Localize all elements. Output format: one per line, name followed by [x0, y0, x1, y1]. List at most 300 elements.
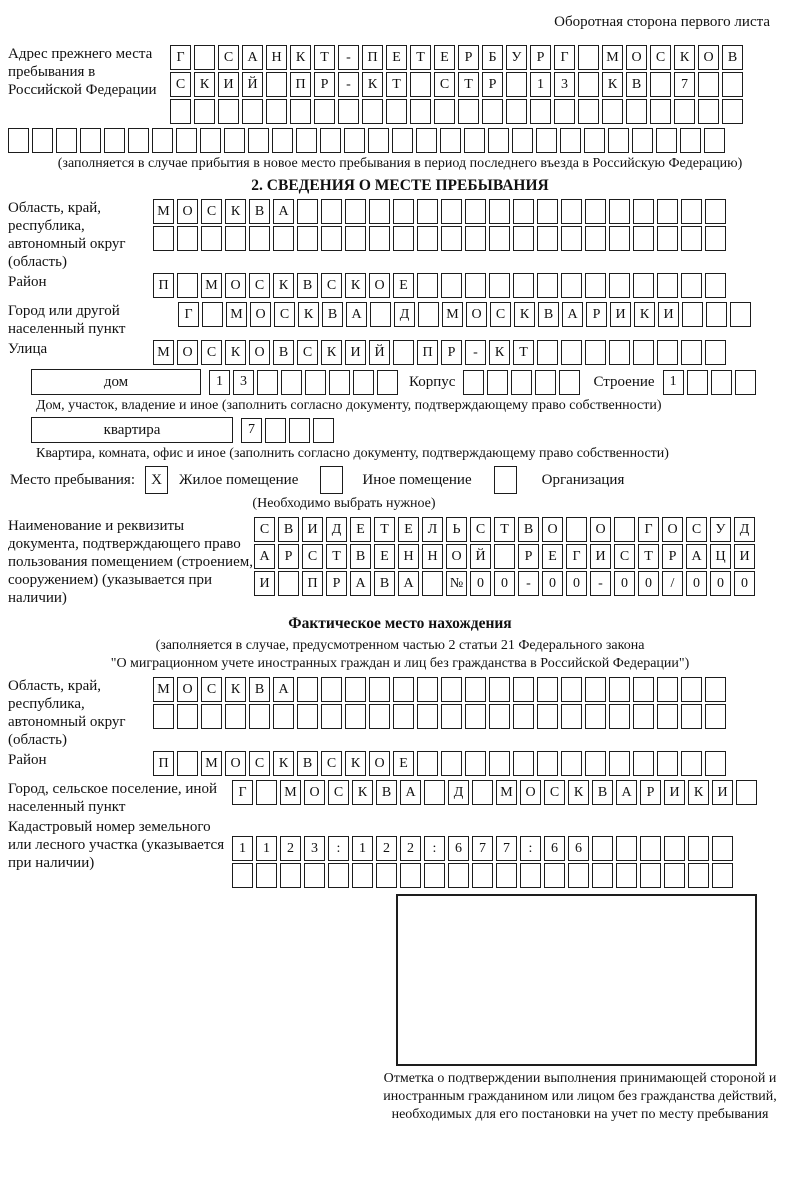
char-box: [296, 128, 317, 153]
char-box: [609, 273, 630, 298]
char-box: :: [520, 836, 541, 861]
char-box: С: [544, 780, 565, 805]
char-box: [321, 677, 342, 702]
char-box: В: [376, 780, 397, 805]
char-box: К: [489, 340, 510, 365]
char-box: С: [201, 340, 222, 365]
char-box: 1: [663, 370, 684, 395]
char-box: 1: [256, 836, 277, 861]
char-box: [614, 517, 635, 542]
char-box: 3: [554, 72, 575, 97]
actual-city-field: [8, 780, 792, 816]
section3-title: Фактическое место нахождения: [288, 615, 512, 632]
char-box: [376, 863, 397, 888]
char-box: Н: [398, 544, 419, 569]
char-box: М: [153, 340, 174, 365]
char-box: [249, 704, 270, 729]
char-box: Р: [326, 571, 347, 596]
char-box: В: [249, 677, 270, 702]
char-box: [434, 99, 455, 124]
char-box: [202, 302, 223, 327]
char-box: Р: [586, 302, 607, 327]
char-box: Т: [458, 72, 479, 97]
char-box: С: [434, 72, 455, 97]
char-box: [681, 199, 702, 224]
char-box: В: [278, 517, 299, 542]
char-box: Н: [266, 45, 287, 70]
section3-note-line1: (заполняется в случае, предусмотренном частью 2 статьи 21 Федерального закона: [155, 638, 645, 653]
char-box: О: [177, 199, 198, 224]
char-box: [370, 302, 391, 327]
char-box: -: [338, 45, 359, 70]
char-box: С: [614, 544, 635, 569]
char-box: Т: [638, 544, 659, 569]
char-box: У: [710, 517, 731, 542]
char-box: А: [254, 544, 275, 569]
stay-type-label: Место пребывания:: [10, 472, 135, 488]
char-box: [609, 704, 630, 729]
char-box: [632, 128, 653, 153]
char-box: Р: [482, 72, 503, 97]
stay-type-row: [10, 466, 792, 494]
char-box: [393, 199, 414, 224]
char-box: /: [662, 571, 683, 596]
region-field: [8, 199, 792, 271]
char-box: Т: [374, 517, 395, 542]
char-box: [584, 128, 605, 153]
char-box: [674, 99, 695, 124]
char-box: О: [369, 273, 390, 298]
char-box: [530, 99, 551, 124]
char-box: [465, 199, 486, 224]
char-box: [393, 226, 414, 251]
char-box: [656, 128, 677, 153]
korpus-label: Корпус: [409, 374, 456, 390]
cadastral-field: [8, 818, 792, 890]
char-box: И: [345, 340, 366, 365]
char-box: №: [446, 571, 467, 596]
actual-region-row-2: [153, 704, 729, 729]
char-box: И: [302, 517, 323, 542]
document-field: [8, 517, 792, 607]
char-box: [633, 677, 654, 702]
prev-address-row-4: [8, 128, 792, 153]
stay-type-note: (Необходимо выбрать нужное): [252, 496, 436, 511]
char-box: В: [722, 45, 743, 70]
char-box: [578, 45, 599, 70]
char-box: [56, 128, 77, 153]
prev-address-field: [8, 45, 792, 126]
char-box: [687, 370, 708, 395]
char-box: [305, 370, 326, 395]
char-box: [362, 99, 383, 124]
char-box: 3: [304, 836, 325, 861]
char-box: [345, 199, 366, 224]
house-row: [31, 369, 792, 395]
char-box: [496, 863, 517, 888]
char-box: [448, 863, 469, 888]
char-box: [472, 863, 493, 888]
char-box: 1: [530, 72, 551, 97]
char-box: А: [398, 571, 419, 596]
char-box: [463, 370, 484, 395]
char-box: [513, 677, 534, 702]
char-box: К: [225, 340, 246, 365]
char-box: Е: [350, 517, 371, 542]
char-box: [626, 99, 647, 124]
char-box: [559, 370, 580, 395]
char-box: [369, 704, 390, 729]
char-box: И: [734, 544, 755, 569]
char-box: :: [328, 836, 349, 861]
char-box: [640, 863, 661, 888]
char-box: [489, 226, 510, 251]
char-box: [535, 370, 556, 395]
char-box: -: [338, 72, 359, 97]
char-box: [712, 836, 733, 861]
confirmation-stamp-note: Отметка о подтверждении выполнения принимающей стороной и иностранным гражданином или лицом без гражданства действий, необходимых для его постановки на учет по месту пребывания: [383, 1071, 777, 1122]
char-box: [536, 128, 557, 153]
char-box: [616, 863, 637, 888]
char-box: [424, 863, 445, 888]
char-box: [410, 72, 431, 97]
char-box: -: [465, 340, 486, 365]
char-box: В: [249, 199, 270, 224]
char-box: Е: [542, 544, 563, 569]
char-box: [722, 99, 743, 124]
char-box: [393, 677, 414, 702]
char-box: [561, 226, 582, 251]
char-box: [417, 704, 438, 729]
char-box: С: [490, 302, 511, 327]
char-box: [201, 226, 222, 251]
char-box: Т: [513, 340, 534, 365]
region-row-1: [153, 199, 729, 224]
char-box: [289, 418, 310, 443]
char-box: [585, 677, 606, 702]
char-box: [711, 370, 732, 395]
char-box: [278, 571, 299, 596]
char-box: М: [153, 677, 174, 702]
char-box: [633, 704, 654, 729]
char-box: 0: [614, 571, 635, 596]
stroenie-cells: [663, 370, 759, 395]
char-box: [489, 199, 510, 224]
document-label: Наименование и реквизиты документа, подтверждающего право пользования помещением (строением, сооружением) (указывается при наличии): [8, 518, 253, 606]
char-box: [314, 99, 335, 124]
char-box: О: [304, 780, 325, 805]
char-box: [320, 128, 341, 153]
char-box: [313, 418, 334, 443]
char-box: [506, 72, 527, 97]
char-box: [488, 128, 509, 153]
char-box: П: [153, 751, 174, 776]
char-box: 7: [674, 72, 695, 97]
char-box: [506, 99, 527, 124]
actual-region-field: [8, 677, 792, 749]
char-box: Е: [434, 45, 455, 70]
char-box: [232, 863, 253, 888]
char-box: [657, 340, 678, 365]
char-box: [194, 45, 215, 70]
page-header-note: Оборотная сторона первого листа: [554, 14, 770, 30]
char-box: [256, 780, 277, 805]
char-box: О: [250, 302, 271, 327]
char-box: К: [674, 45, 695, 70]
char-box: [417, 273, 438, 298]
char-box: [568, 863, 589, 888]
char-box: Р: [441, 340, 462, 365]
char-box: С: [201, 199, 222, 224]
char-box: [494, 544, 515, 569]
char-box: И: [658, 302, 679, 327]
char-box: М: [201, 273, 222, 298]
char-box: :: [424, 836, 445, 861]
char-box: [705, 199, 726, 224]
char-box: В: [297, 751, 318, 776]
char-box: [416, 128, 437, 153]
actual-district-field: [8, 751, 792, 778]
char-box: [257, 370, 278, 395]
char-box: [513, 704, 534, 729]
char-box: В: [297, 273, 318, 298]
char-box: [273, 226, 294, 251]
char-box: [513, 751, 534, 776]
char-box: С: [321, 751, 342, 776]
char-box: 0: [710, 571, 731, 596]
char-box: [321, 199, 342, 224]
char-box: [128, 128, 149, 153]
char-box: [345, 704, 366, 729]
prev-address-row-3: [170, 99, 746, 124]
char-box: [585, 340, 606, 365]
char-box: [609, 226, 630, 251]
char-box: [585, 199, 606, 224]
char-box: Ь: [446, 517, 467, 542]
char-box: [369, 199, 390, 224]
district-field: [8, 273, 792, 300]
char-box: [417, 677, 438, 702]
char-box: [657, 273, 678, 298]
char-box: К: [225, 677, 246, 702]
apartment-cells: [241, 418, 337, 443]
district-label: Район: [8, 274, 47, 290]
char-box: Д: [394, 302, 415, 327]
char-box: П: [362, 45, 383, 70]
char-box: [369, 226, 390, 251]
char-box: М: [201, 751, 222, 776]
char-box: [225, 226, 246, 251]
char-box: Р: [518, 544, 539, 569]
char-box: [682, 302, 703, 327]
char-box: [608, 128, 629, 153]
char-box: Р: [640, 780, 661, 805]
char-box: [705, 677, 726, 702]
char-box: М: [280, 780, 301, 805]
char-box: [440, 128, 461, 153]
char-box: [585, 751, 606, 776]
char-box: Р: [458, 45, 479, 70]
char-box: С: [249, 751, 270, 776]
korpus-cells: [463, 370, 583, 395]
char-box: К: [345, 751, 366, 776]
char-box: [489, 677, 510, 702]
char-box: О: [249, 340, 270, 365]
char-box: [386, 99, 407, 124]
char-box: Й: [470, 544, 491, 569]
char-box: [104, 128, 125, 153]
actual-region-label: Область, край, республика, автономный округ (область): [8, 678, 126, 748]
char-box: [345, 677, 366, 702]
char-box: [472, 780, 493, 805]
char-box: [265, 418, 286, 443]
char-box: [544, 863, 565, 888]
char-box: С: [249, 273, 270, 298]
char-box: [705, 751, 726, 776]
char-box: [80, 128, 101, 153]
actual-region-row-1: [153, 677, 729, 702]
char-box: [537, 199, 558, 224]
char-box: [345, 226, 366, 251]
char-box: Н: [422, 544, 443, 569]
char-box: [417, 226, 438, 251]
char-box: [681, 751, 702, 776]
char-box: Й: [369, 340, 390, 365]
char-box: [153, 226, 174, 251]
char-box: [224, 128, 245, 153]
char-box: О: [626, 45, 647, 70]
apartment-note: Квартира, комната, офис и иное (заполнить согласно документу, подтверждающему право собственности): [36, 446, 669, 461]
char-box: [465, 677, 486, 702]
char-box: [705, 704, 726, 729]
char-box: К: [194, 72, 215, 97]
stroenie-label: Строение: [593, 374, 655, 390]
char-box: М: [602, 45, 623, 70]
char-box: К: [362, 72, 383, 97]
char-box: 0: [638, 571, 659, 596]
char-box: [489, 704, 510, 729]
char-box: [266, 99, 287, 124]
char-box: [177, 226, 198, 251]
char-box: И: [610, 302, 631, 327]
char-box: [177, 751, 198, 776]
char-box: [201, 704, 222, 729]
char-box: Т: [314, 45, 335, 70]
char-box: [698, 72, 719, 97]
char-box: С: [470, 517, 491, 542]
char-box: [297, 704, 318, 729]
char-box: [633, 273, 654, 298]
char-box: Г: [638, 517, 659, 542]
char-box: [681, 704, 702, 729]
char-box: Й: [242, 72, 263, 97]
char-box: О: [177, 677, 198, 702]
actual-district-row: [153, 751, 729, 776]
stay-type-option-organization: Организация: [541, 472, 625, 488]
char-box: [560, 128, 581, 153]
actual-city-label: Город, сельское поселение, иной населенный пункт: [8, 781, 217, 815]
char-box: [609, 340, 630, 365]
char-box: [321, 704, 342, 729]
char-box: [441, 199, 462, 224]
char-box: К: [321, 340, 342, 365]
char-box: С: [328, 780, 349, 805]
char-box: [681, 340, 702, 365]
char-box: 2: [280, 836, 301, 861]
char-box: П: [417, 340, 438, 365]
document-row-2: [254, 544, 758, 569]
char-box: А: [273, 199, 294, 224]
char-box: [681, 273, 702, 298]
char-box: К: [634, 302, 655, 327]
char-box: [273, 704, 294, 729]
cadastral-label: Кадастровый номер земельного или лесного участка (указывается при наличии): [8, 819, 225, 871]
char-box: [681, 677, 702, 702]
char-box: [465, 704, 486, 729]
char-box: 3: [233, 370, 254, 395]
char-box: [736, 780, 757, 805]
char-box: Ц: [710, 544, 731, 569]
char-box: 1: [209, 370, 230, 395]
char-box: [297, 677, 318, 702]
city-field: [8, 302, 792, 338]
char-box: О: [225, 273, 246, 298]
char-box: К: [602, 72, 623, 97]
street-field: [8, 340, 792, 367]
prev-address-row-2: [170, 72, 746, 97]
house-note: Дом, участок, владение и иное (заполнить согласно документу, подтверждающему право собственности): [36, 398, 662, 413]
char-box: [344, 128, 365, 153]
char-box: В: [592, 780, 613, 805]
char-box: А: [616, 780, 637, 805]
char-box: [328, 863, 349, 888]
char-box: [592, 863, 613, 888]
char-box: Г: [170, 45, 191, 70]
street-label: Улица: [8, 341, 48, 357]
char-box: [225, 704, 246, 729]
char-box: Е: [393, 751, 414, 776]
char-box: Е: [374, 544, 395, 569]
char-box: С: [650, 45, 671, 70]
char-box: 0: [494, 571, 515, 596]
document-row-1: [254, 517, 758, 542]
char-box: О: [177, 340, 198, 365]
char-box: [441, 677, 462, 702]
char-box: В: [273, 340, 294, 365]
city-label: Город или другой населенный пункт: [8, 303, 126, 337]
char-box: С: [274, 302, 295, 327]
char-box: [537, 704, 558, 729]
char-box: И: [590, 544, 611, 569]
char-box: 0: [470, 571, 491, 596]
char-box: Г: [566, 544, 587, 569]
char-box: [712, 863, 733, 888]
stay-type-checkbox-other-premises: [320, 466, 343, 494]
char-box: В: [518, 517, 539, 542]
char-box: [8, 128, 29, 153]
char-box: И: [218, 72, 239, 97]
cadastral-row-2: [232, 863, 736, 888]
char-box: [297, 199, 318, 224]
document-row-3: [254, 571, 758, 596]
char-box: 7: [241, 418, 262, 443]
char-box: [512, 128, 533, 153]
char-box: И: [712, 780, 733, 805]
char-box: В: [626, 72, 647, 97]
char-box: К: [298, 302, 319, 327]
char-box: [249, 226, 270, 251]
char-box: О: [225, 751, 246, 776]
